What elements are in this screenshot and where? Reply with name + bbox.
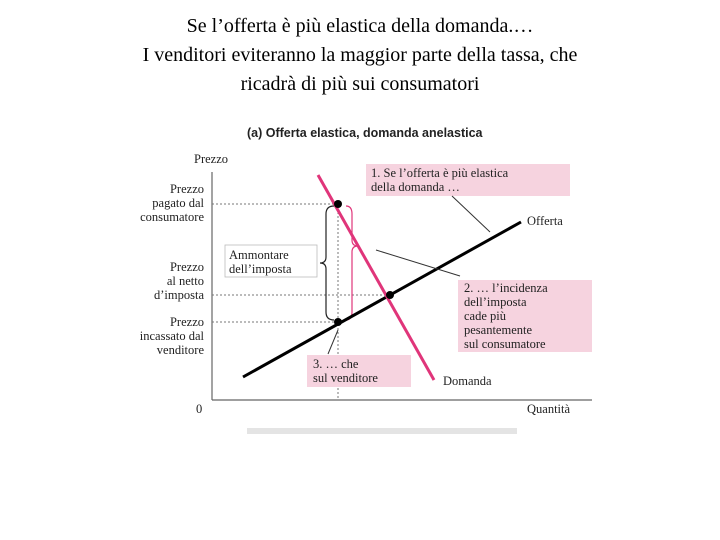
title-line-3: ricadrà di più sui consumatori	[240, 73, 480, 95]
origin-label: 0	[196, 402, 203, 416]
consumer-price-point	[334, 200, 342, 208]
demand-label: Domanda	[443, 374, 492, 388]
seller-price-label-1: Prezzo	[169, 315, 204, 329]
net-price-label-3: d’imposta	[154, 288, 204, 302]
cropped-next-panel	[247, 428, 517, 434]
seller-price-point	[334, 318, 342, 326]
note-2-line-1: 2. … l’incidenza	[464, 281, 548, 295]
note-1-pointer	[452, 196, 490, 232]
note-1-line-2: della domanda …	[371, 180, 460, 194]
note-1-line-1: 1. Se l’offerta è più elastica	[371, 166, 509, 180]
net-price-label-1: Prezzo	[169, 260, 204, 274]
tax-brace-highlight	[346, 206, 358, 320]
x-axis-label: Quantità	[527, 402, 571, 416]
note-3-line-2: sul venditore	[313, 371, 378, 385]
note-2-line-3: cade più	[464, 309, 506, 323]
title-line-2: I venditori eviteranno la maggior parte della tassa, che	[142, 44, 578, 66]
net-price-label-2: al netto	[166, 274, 204, 288]
seller-price-label-3: venditore	[156, 343, 204, 357]
equilibrium-point	[386, 291, 394, 299]
tax-brace	[320, 206, 334, 320]
consumer-price-label-3: consumatore	[140, 210, 204, 224]
note-2-line-2: dell’imposta	[464, 295, 527, 309]
tax-amount-label-2: dell’imposta	[229, 262, 292, 276]
consumer-price-label-1: Prezzo	[169, 182, 204, 196]
note-2-line-5: sul consumatore	[464, 337, 546, 351]
tax-amount-label-1: Ammontare	[229, 248, 289, 262]
consumer-price-label-2: pagato dal	[152, 196, 204, 210]
y-axis-label: Prezzo	[194, 152, 229, 166]
note-3-line-1: 3. … che	[313, 357, 359, 371]
note-2-line-4: pesantemente	[464, 323, 533, 337]
title-line-1: Se l’offerta è più elastica della domanda.…	[186, 15, 534, 37]
supply-label: Offerta	[527, 214, 563, 228]
panel-title: (a) Offerta elastica, domanda anelastica	[247, 126, 483, 140]
seller-price-label-2: incassato dal	[139, 329, 204, 343]
note-3-pointer	[328, 330, 338, 354]
